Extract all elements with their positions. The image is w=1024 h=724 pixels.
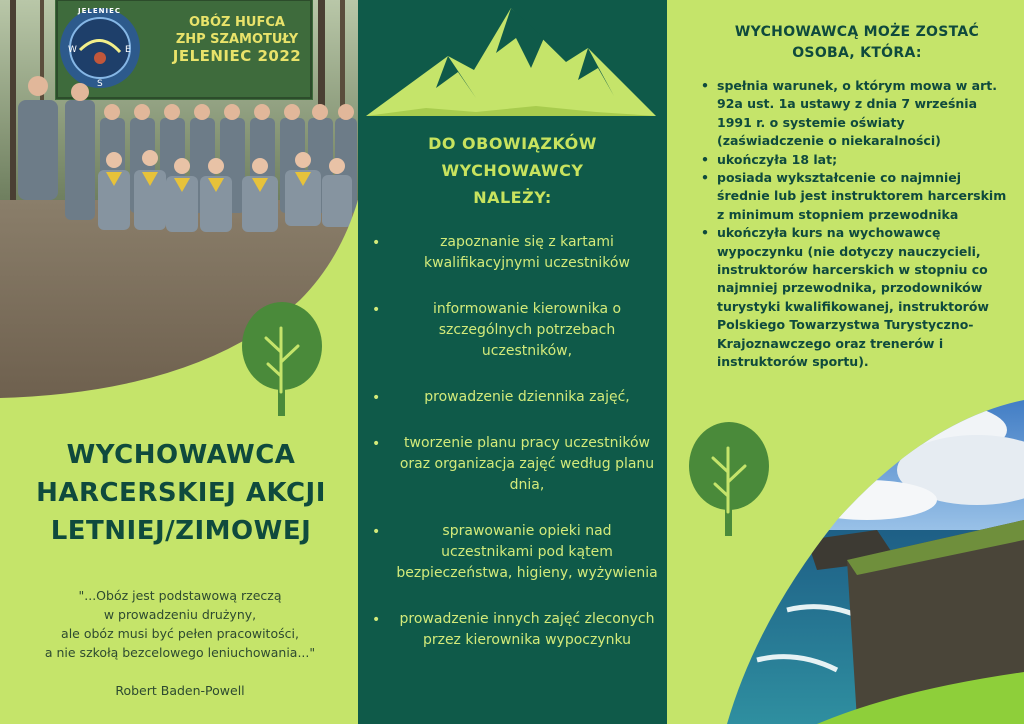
duties-title-line-2: WYCHOWAWCY [441, 161, 584, 180]
conditions-title-line-1: WYCHOWAWCĄ MOŻE ZOSTAĆ [734, 24, 980, 40]
condition-item [701, 169, 1011, 224]
condition-item [701, 224, 1011, 371]
duty-text: prowadzenie innych zajęć zleconych przez kierownika wypoczynku [399, 611, 655, 648]
duty-item [368, 433, 658, 496]
svg-text:E: E [125, 45, 131, 55]
bullet-icon: • [372, 235, 381, 251]
duty-text: tworzenie planu pracy uczestników oraz organizacja zajęć według planu dnia, [399, 435, 655, 493]
condition-text: posiada wykształcenie co najmniej średnie lub jest instruktorem harcerskim z minimum stopniem przewodnika [717, 170, 1007, 222]
middle-panel [358, 0, 667, 724]
quote-line-3: ale obóz musi być pełen pracowitości, [61, 626, 299, 641]
duty-item [368, 387, 658, 408]
duties-list [368, 232, 658, 676]
title-line-2: HARCERSKIEJ AKCJI [36, 478, 326, 508]
duty-item [368, 609, 658, 651]
duties-title-line-3: NALEŻY: [473, 188, 552, 207]
banner-line-2: ZHP SZAMOTUŁY [175, 32, 299, 47]
bullet-icon: • [701, 225, 709, 241]
duty-item [368, 299, 658, 362]
conditions-list [701, 77, 1011, 372]
bullet-icon: • [701, 151, 709, 167]
bullet-icon: • [372, 302, 381, 318]
bullet-icon: • [701, 170, 709, 186]
quote-author: Robert Baden-Powell [115, 683, 245, 698]
svg-text:W: W [68, 45, 77, 55]
duty-text: sprawowanie opieki nad uczestnikami pod kątem bezpieczeństwa, higieny, wyżywienia [396, 523, 658, 581]
main-title [16, 436, 346, 550]
quote [20, 586, 340, 662]
tree-icon [240, 300, 324, 418]
banner-line-1: OBÓZ HUFCA [189, 15, 285, 30]
condition-text: ukończyła kurs na wychowawcę wypoczynku (nie dotyczy nauczycieli, instruktorów harcerskich w stopniu co najmniej przewodnika, przodowników turystyki kwalifikowanej, instruktorów Polskiego Towarzystwa Turystyczno-Krajoznawczego oraz trenerów i instruktorów sportu). [717, 225, 989, 370]
bullet-icon: • [701, 78, 709, 93]
duty-text: informowanie kierownika o szczególnych potrzebach uczestników, [432, 301, 622, 359]
svg-text:S: S [97, 79, 103, 89]
right-panel [667, 0, 1024, 724]
title-line-3: LETNIEJ/ZIMOWEJ [50, 516, 312, 546]
quote-line-2: w prowadzeniu drużyny, [103, 607, 257, 622]
duties-title [358, 130, 667, 211]
bullet-icon: • [372, 612, 381, 628]
quote-line-1: "...Obóz jest podstawową rzeczą [78, 588, 282, 603]
mountain-icon [366, 8, 656, 120]
conditions-title [697, 22, 1017, 64]
tree-icon [687, 420, 771, 538]
quote-line-4: a nie szkołą bezcelowego leniuchowania..." [44, 645, 316, 660]
duty-text: zapoznanie się z kartami kwalifikacyjnymi uczestników [424, 234, 630, 271]
duty-item [368, 521, 658, 584]
conditions-title-line-2: OSOBA, KTÓRA: [792, 45, 922, 61]
duties-title-line-1: DO OBOWIĄZKÓW [428, 134, 597, 153]
banner-title [172, 14, 302, 65]
badge-text: JELENIEC [78, 7, 122, 15]
duty-item [368, 232, 658, 274]
condition-text: spełnia warunek, o którym mowa w art. 92a ust. 1a ustawy z dnia 7 września 1991 r. o systemie oświaty (zaświadczenie o niekaralności) [717, 78, 997, 149]
title-line-1: WYCHOWAWCA [66, 440, 296, 470]
bullet-icon: • [372, 436, 381, 452]
bullet-icon: • [372, 390, 381, 406]
duty-text: prowadzenie dziennika zajęć, [424, 389, 630, 405]
condition-text: ukończyła 18 lat; [717, 151, 838, 167]
banner-line-3: JELENIEC 2022 [172, 47, 302, 65]
condition-item [701, 77, 1011, 151]
condition-item [701, 151, 1011, 169]
bullet-icon: • [372, 524, 381, 540]
left-panel [0, 0, 358, 724]
